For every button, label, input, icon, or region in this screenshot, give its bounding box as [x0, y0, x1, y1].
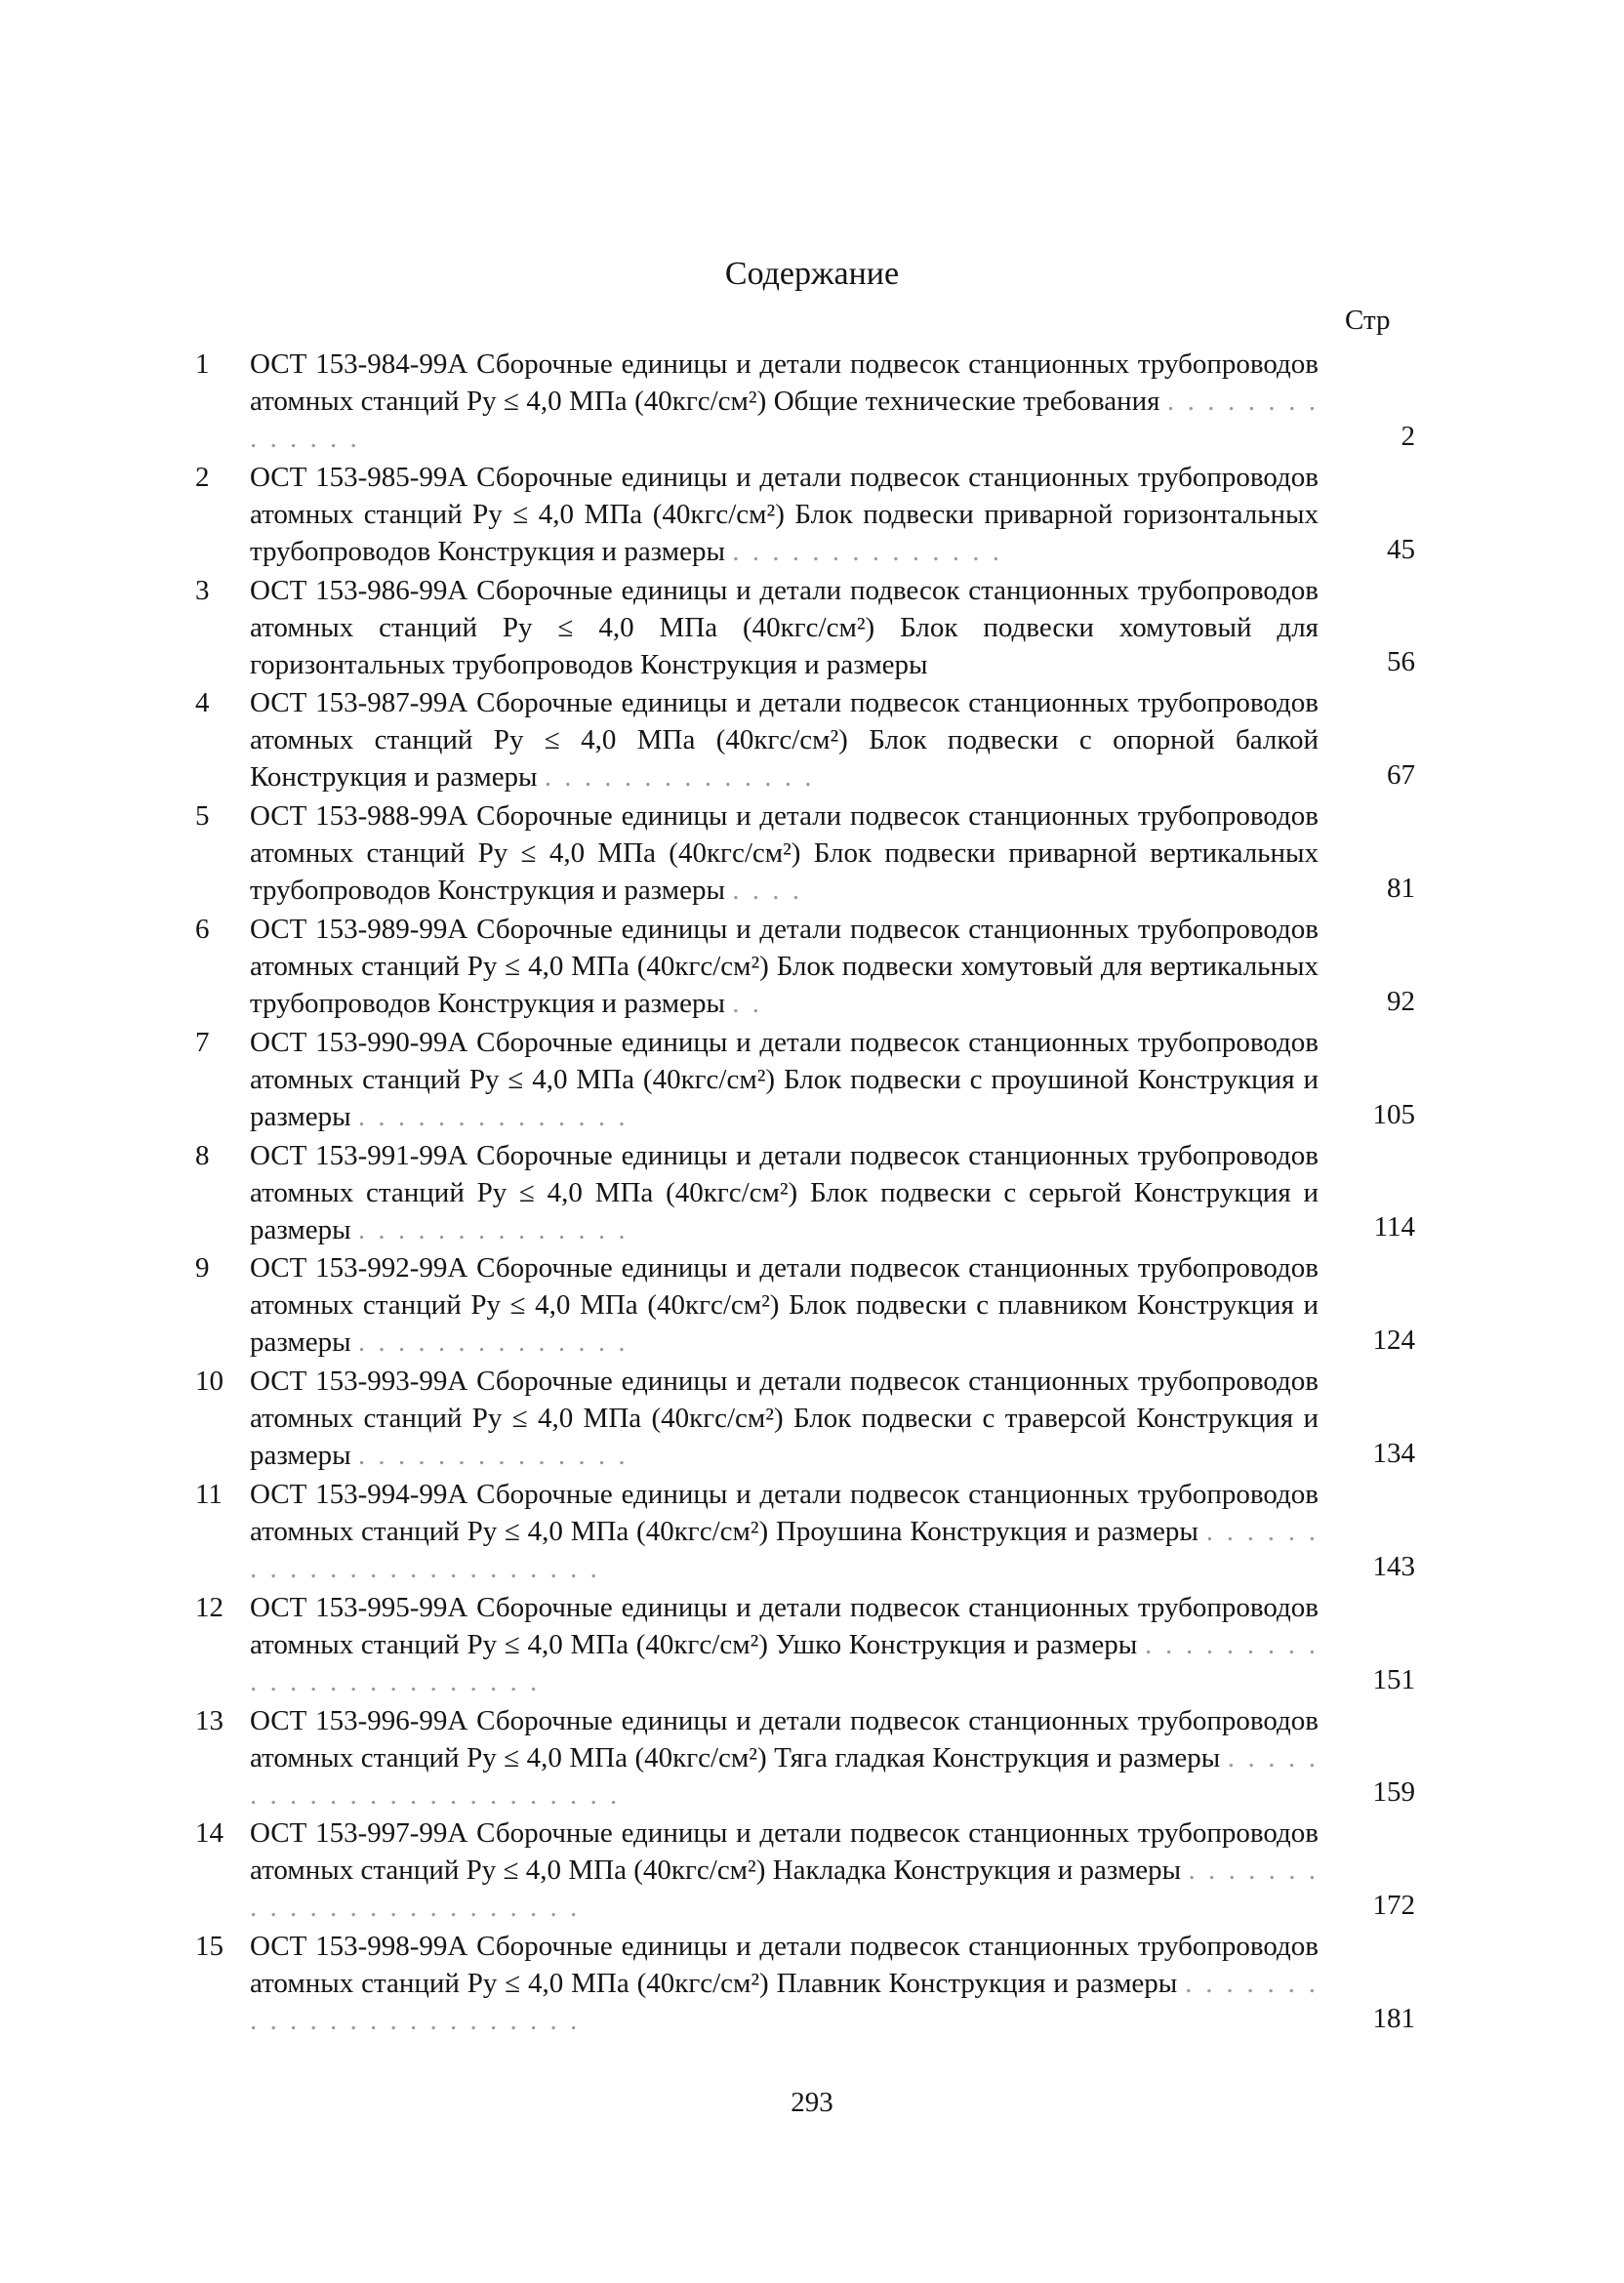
- toc-entry-number: 3: [195, 574, 210, 606]
- leader-dots: . . . . . . . . . . . . . . . . . . . . . . . .: [250, 1515, 1320, 1584]
- toc-entry: [195, 684, 1415, 797]
- toc-entry-number: 13: [195, 1704, 223, 1736]
- toc-entry-number: 12: [195, 1591, 223, 1623]
- toc-entry-number: 10: [195, 1366, 223, 1398]
- toc-entry-title: ОСТ 153-987-99А Сборочные единицы и детали подвесок станционных трубопроводов атомных станций Pу ≤ 4,0 МПа (40кгс/см²) Блок подвески с опорной балкой Конструкция и размеры: [250, 687, 1319, 794]
- toc-entry-number: 1: [195, 348, 210, 380]
- toc-entry-page: 159: [1372, 1776, 1415, 1809]
- toc-entry-number: 4: [195, 687, 210, 719]
- toc-entry-text-block: [250, 1589, 1319, 1700]
- toc-entry: [195, 1024, 1415, 1137]
- toc-entry: [195, 572, 1415, 685]
- toc-entry-number: 15: [195, 1931, 223, 1963]
- leader-dots: . . . . . . . . . . . . . .: [250, 386, 1320, 454]
- toc-entry-text-block: [250, 1702, 1319, 1814]
- toc-entry: [195, 1476, 1415, 1589]
- toc-entry-page: 105: [1372, 1098, 1415, 1130]
- toc-entry-number: 9: [195, 1252, 210, 1284]
- leader-dots: . . . . . . . . . . . . . . . . . . . . . . . .: [250, 1741, 1319, 1811]
- leader-dots: . . . . . . . . . . . . . .: [357, 1100, 629, 1132]
- toc-entry-page: 143: [1372, 1550, 1415, 1582]
- toc-entry-number: 5: [195, 800, 210, 833]
- toc-entry-title: ОСТ 153-998-99А Сборочные единицы и детали подвесок станционных трубопроводов атомных станций Pу ≤ 4,0 МПа (40кгс/см²) Плавник Конструкция и размеры: [250, 1931, 1319, 2000]
- toc-entry-number: 14: [195, 1817, 223, 1850]
- toc-entry-title: ОСТ 153-992-99А Сборочные единицы и детали подвесок станционных трубопроводов атомных станций Pу ≤ 4,0 МПа (40кгс/см²) Блок подвески с плавником Конструкция и размеры: [250, 1252, 1319, 1359]
- toc-entry-title: ОСТ 153-994-99А Сборочные единицы и детали подвесок станционных трубопроводов атомных станций Pу ≤ 4,0 МПа (40кгс/см²) Проушина Конструкция и размеры: [250, 1478, 1319, 1547]
- toc-entry-page: 92: [1387, 985, 1415, 1017]
- toc-entry-title: ОСТ 153-991-99А Сборочные единицы и детали подвесок станционных трубопроводов атомных станций Pу ≤ 4,0 МПа (40кгс/см²) Блок подвески с серьгой Конструкция и размеры: [250, 1139, 1319, 1245]
- leader-dots: . . . . . . . . . . . . . . . . . . . . . . . .: [250, 1968, 1320, 2037]
- toc-entry-page: 172: [1372, 1890, 1415, 1922]
- toc-entry-page: 134: [1372, 1437, 1415, 1469]
- toc-entry-text-block: [250, 684, 1319, 795]
- toc-entry: [195, 346, 1415, 459]
- page-title: Содержание: [724, 256, 900, 292]
- toc-entry-page: 151: [1372, 1663, 1415, 1695]
- leader-dots: . .: [732, 987, 762, 1019]
- toc-entry-text-block: [250, 1814, 1319, 1926]
- table-of-contents: [195, 346, 1415, 2041]
- leader-dots: . . . . . . . . . . . . . .: [357, 1213, 629, 1245]
- toc-entry-text-block: [250, 1476, 1319, 1587]
- toc-entry-page: 124: [1372, 1325, 1415, 1357]
- toc-entry-text-block: [250, 797, 1319, 909]
- leader-dots: . . . . . . . . . . . . . . . . . . . . . . . .: [250, 1855, 1320, 1924]
- toc-entry-page: 181: [1372, 2002, 1415, 2034]
- toc-entry: [195, 1814, 1415, 1928]
- footer-page-number: 293: [791, 2087, 833, 2118]
- toc-entry-title: ОСТ 153-985-99А Сборочные единицы и детали подвесок станционных трубопроводов атомных станций Pу ≤ 4,0 МПа (40кгс/см²) Блок подвески приварной горизонтальных трубопроводов Конструкция и размеры: [250, 461, 1319, 567]
- toc-entry-text-block: [250, 1249, 1319, 1361]
- toc-entry-text-block: [250, 1928, 1319, 2039]
- toc-entry-title: ОСТ 153-996-99А Сборочные единицы и детали подвесок станционных трубопроводов атомных станций Pу ≤ 4,0 МПа (40кгс/см²) Тяга гладкая Конструкция и размеры: [250, 1704, 1319, 1773]
- leader-dots: . . . . . . . . . . . . . .: [732, 535, 1002, 567]
- toc-entry-number: 2: [195, 461, 210, 493]
- toc-entry-title: ОСТ 153-986-99А Сборочные единицы и детали подвесок станционных трубопроводов атомных станций Pу ≤ 4,0 МПа (40кгс/см²) Блок подвески хомутовый для горизонтальных трубопроводов Конструкция и размеры: [250, 574, 1319, 680]
- toc-entry-text-block: [250, 1137, 1319, 1248]
- toc-entry-page: 56: [1387, 646, 1415, 678]
- toc-entry-number: 8: [195, 1139, 210, 1171]
- toc-entry-number: 6: [195, 913, 210, 945]
- toc-entry-page: 81: [1387, 872, 1415, 904]
- toc-entry: [195, 1137, 1415, 1250]
- toc-entry: [195, 797, 1415, 911]
- toc-entry: [195, 1928, 1415, 2041]
- toc-entry: [195, 911, 1415, 1024]
- toc-entry-title: ОСТ 153-997-99А Сборочные единицы и детали подвесок станционных трубопроводов атомных станций Pу ≤ 4,0 МПа (40кгс/см²) Накладка Конструкция и размеры: [250, 1817, 1319, 1887]
- toc-entry-text-block: [250, 572, 1319, 683]
- toc-entry-title: ОСТ 153-989-99А Сборочные единицы и детали подвесок станционных трубопроводов атомных станций Pу ≤ 4,0 МПа (40кгс/см²) Блок подвески хомутовый для вертикальных трубопроводов Конструкция и размеры: [250, 913, 1319, 1019]
- leader-dots: . . . . . . . . . . . . . . . . . . . . . . . .: [250, 1628, 1319, 1697]
- toc-entry-number: 11: [195, 1478, 223, 1510]
- toc-entry: [195, 1249, 1415, 1363]
- toc-entry: [195, 459, 1415, 572]
- page-column-label: Стр: [1345, 305, 1391, 336]
- toc-entry-text-block: [250, 911, 1319, 1022]
- leader-dots: . . . .: [732, 875, 802, 907]
- toc-entry-title: ОСТ 153-995-99А Сборочные единицы и детали подвесок станционных трубопроводов атомных станций Pу ≤ 4,0 МПа (40кгс/см²) Ушко Конструкция и размеры: [250, 1591, 1319, 1660]
- leader-dots: . . . . . . . . . . . . . .: [357, 1440, 629, 1472]
- toc-entry: [195, 1363, 1415, 1476]
- toc-entry-title: ОСТ 153-990-99А Сборочные единицы и детали подвесок станционных трубопроводов атомных станций Pу ≤ 4,0 МПа (40кгс/см²) Блок подвески с проушиной Конструкция и размеры: [250, 1026, 1319, 1132]
- toc-entry-title: ОСТ 153-993-99А Сборочные единицы и детали подвесок станционных трубопроводов атомных станций Pу ≤ 4,0 МПа (40кгс/см²) Блок подвески с траверсой Конструкция и размеры: [250, 1366, 1319, 1472]
- toc-entry-title: ОСТ 153-988-99А Сборочные единицы и детали подвесок станционных трубопроводов атомных станций Pу ≤ 4,0 МПа (40кгс/см²) Блок подвески приварной вертикальных трубопроводов Конструкция и размеры: [250, 800, 1319, 907]
- toc-entry-text-block: [250, 1363, 1319, 1474]
- toc-entry: [195, 1702, 1415, 1815]
- toc-entry-page: 67: [1387, 759, 1415, 792]
- toc-entry-text-block: [250, 346, 1319, 457]
- leader-dots: . . . . . . . . . . . . . .: [357, 1326, 629, 1359]
- toc-entry: [195, 1589, 1415, 1702]
- leader-dots: . . . . . . . . . . . . . .: [544, 761, 815, 794]
- toc-entry-title: ОСТ 153-984-99А Сборочные единицы и детали подвесок станционных трубопроводов атомных станций Pу ≤ 4,0 МПа (40кгс/см²) Общие технические требования: [250, 348, 1319, 417]
- toc-entry-number: 7: [195, 1026, 210, 1058]
- toc-entry-page: 2: [1401, 420, 1415, 452]
- toc-entry-page: 114: [1373, 1211, 1415, 1243]
- toc-entry-text-block: [250, 1024, 1319, 1135]
- toc-entry-text-block: [250, 459, 1319, 570]
- toc-entry-page: 45: [1387, 533, 1415, 565]
